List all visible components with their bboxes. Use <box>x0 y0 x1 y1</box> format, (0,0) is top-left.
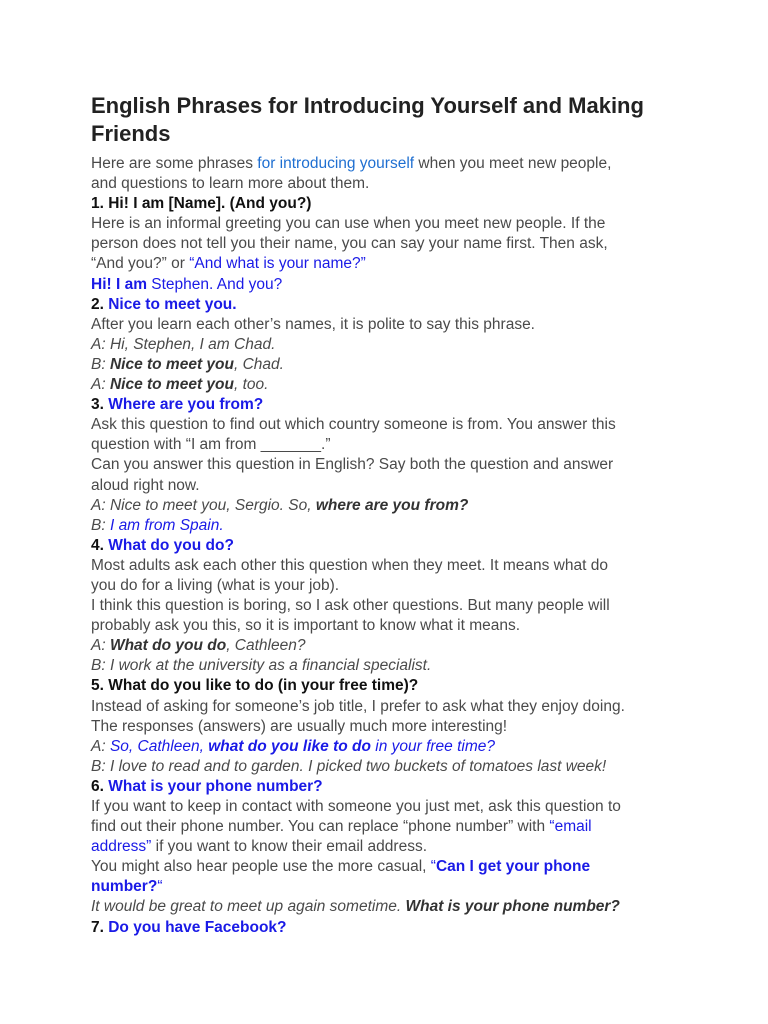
section-4-paragraph: you do for a living (what is your job). <box>91 576 340 594</box>
section-5-dialog-a <box>91 737 691 757</box>
section-5-paragraph: The responses (answers) are usually much more interesting! <box>91 717 508 735</box>
section-4-dialog-a <box>91 636 691 656</box>
section-7-heading <box>91 918 691 938</box>
section-7-title: Do you have Facebook? <box>108 918 287 936</box>
section-4-paragraph: probably ask you this, so it is important to know what it means. <box>91 617 521 635</box>
intro-text: when you meet new people, <box>414 155 612 172</box>
section-3-paragraph: Ask this question to find out which country someone is from. You answer this <box>91 416 616 434</box>
section-6-text: find out their phone number. You can replace “phone number” with <box>91 818 550 836</box>
section-2-number: 2. <box>91 295 109 313</box>
section-4-heading <box>91 536 691 556</box>
example-bold-phrase: What is your phone number? <box>405 898 620 916</box>
dialog-speaker: A: <box>91 737 110 755</box>
dialog-blue-phrase: So, Cathleen, <box>109 737 209 755</box>
title-line-1: English Phrases for Introducing Yourself and Making <box>91 93 644 118</box>
section-2-dialog-a: A: Hi, Stephen, I am Chad. <box>91 335 276 353</box>
section-2-dialog-b <box>91 355 691 375</box>
dialog-blue-phrase: in your free time? <box>370 737 495 755</box>
section-6-text: You might also hear people use the more casual, <box>91 858 431 876</box>
section-2-dialog-a2 <box>91 375 691 395</box>
section-3-number: 3. <box>91 396 109 414</box>
section-3-title: Where are you from? <box>108 396 264 414</box>
section-6-paragraph <box>91 837 691 857</box>
dialog-speaker: A: <box>91 637 110 655</box>
section-3-heading <box>91 395 691 415</box>
section-6-blue-phrase: address” <box>91 838 152 856</box>
section-6-blue-phrase: “email <box>549 818 592 836</box>
section-6-number: 6. <box>91 777 109 795</box>
section-6-bold-blue-phrase: Can I get your phone <box>435 858 591 876</box>
section-1-paragraph: Here is an informal greeting you can use when you meet new people. If the <box>91 215 606 233</box>
section-6-paragraph <box>91 857 691 877</box>
section-4-title: What do you do? <box>108 536 234 554</box>
section-5-paragraph: Instead of asking for someone’s job title, I prefer to ask what they enjoy doing. <box>91 697 625 715</box>
section-1-example-text: Stephen. And you? <box>146 275 283 293</box>
page-title <box>91 92 691 148</box>
dialog-text: , Chad. <box>233 355 284 373</box>
section-6-paragraph <box>91 877 691 897</box>
section-4-dialog-b: B: I work at the university as a financial specialist. <box>91 657 432 675</box>
section-5-dialog-b: B: I love to read and to garden. I picked two buckets of tomatoes last week! <box>91 757 607 775</box>
section-1-heading: 1. Hi! I am [Name]. (And you?) <box>91 195 312 213</box>
intro-line-1 <box>91 154 691 174</box>
section-2-title: Nice to meet you. <box>108 295 237 313</box>
intro-text: Here are some phrases <box>91 155 258 172</box>
section-1-blue-phrase: “And what is your name?” <box>189 255 366 273</box>
dialog-speaker: B: <box>91 355 110 373</box>
title-line-2: Friends <box>91 121 171 146</box>
section-3-dialog-a <box>91 496 691 516</box>
section-1-example-bold: Hi! I am <box>91 275 147 293</box>
section-4-paragraph: Most adults ask each other this question when they meet. It means what do <box>91 556 608 574</box>
dialog-speaker: A: <box>91 376 110 394</box>
dialog-speaker: B: <box>91 516 110 534</box>
section-6-text: if you want to know their email address. <box>151 838 427 856</box>
section-6-quote-mark: “ <box>430 858 436 876</box>
section-5-heading: 5. What do you like to do (in your free time)? <box>91 677 419 695</box>
dialog-bold-phrase: What do you do <box>109 637 227 655</box>
section-6-bold-blue-phrase: number? <box>91 878 158 896</box>
section-4-paragraph: I think this question is boring, so I ask other questions. But many people will <box>91 597 610 615</box>
section-6-quote-mark: “ <box>157 878 163 896</box>
section-6-paragraph <box>91 817 691 837</box>
dialog-bold-phrase: where are you from? <box>315 496 469 514</box>
section-1-text: “And you?” or <box>91 255 190 273</box>
section-1-paragraph <box>91 254 691 274</box>
dialog-bold-phrase: Nice to meet you <box>109 355 234 373</box>
section-6-heading <box>91 777 691 797</box>
section-6-example <box>91 897 691 917</box>
section-2-paragraph: After you learn each other’s names, it is polite to say this phrase. <box>91 315 535 333</box>
section-3-dialog-b <box>91 516 691 536</box>
section-2-heading <box>91 295 691 315</box>
section-6-paragraph: If you want to keep in contact with someone you just met, ask this question to <box>91 798 621 815</box>
example-text: It would be great to meet up again sometime. <box>91 898 406 916</box>
section-4-number: 4. <box>91 536 109 554</box>
introducing-yourself-link[interactable]: for introducing yourself <box>257 155 415 172</box>
dialog-text: , Cathleen? <box>226 637 306 655</box>
section-7-number: 7. <box>91 918 109 936</box>
section-3-paragraph: aloud right now. <box>91 476 200 494</box>
section-1-example <box>91 275 691 295</box>
dialog-text: , too. <box>233 376 269 394</box>
dialog-text: A: Nice to meet you, Sergio. So, <box>91 496 316 514</box>
dialog-bold-blue-phrase: what do you like to do <box>208 737 371 755</box>
dialog-blue-phrase: I am from Spain. <box>109 516 224 534</box>
intro-line-2: and questions to learn more about them. <box>91 175 370 193</box>
section-3-paragraph: Can you answer this question in English? Say both the question and answer <box>91 456 614 474</box>
document-content <box>91 92 691 938</box>
section-6-title: What is your phone number? <box>108 777 323 795</box>
section-3-paragraph: question with “I am from _______.” <box>91 436 331 454</box>
section-1-paragraph: person does not tell you their name, you can say your name first. Then ask, <box>91 235 608 253</box>
dialog-bold-phrase: Nice to meet you <box>109 376 234 394</box>
